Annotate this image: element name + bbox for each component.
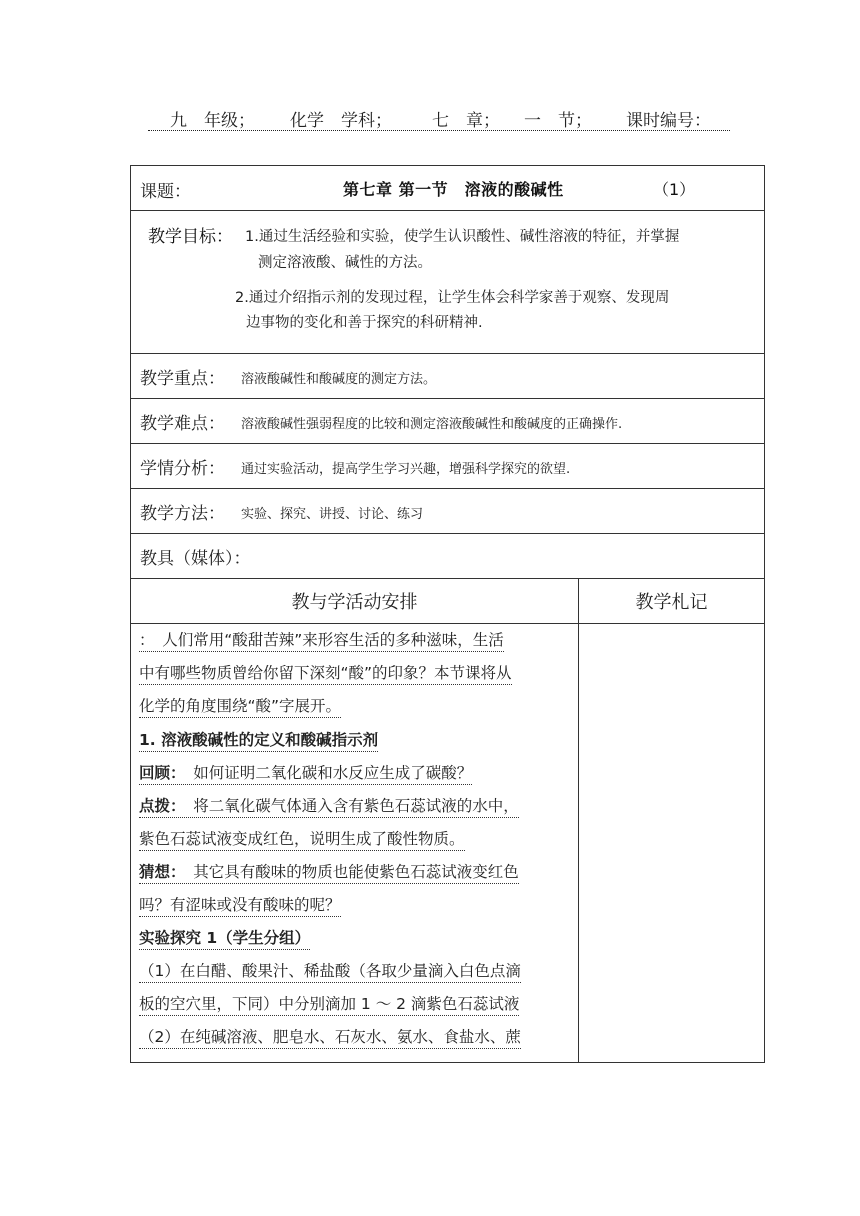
goal-line: 边事物的变化和善于探究的科研精神. — [246, 315, 483, 331]
review-text: 如何证明二氧化碳和水反应生成了碳酸？ — [177, 764, 473, 782]
notes-header: 教学札记 — [579, 579, 765, 624]
hint-text-continued: 紫色石蕊试液变成红色，说明生成了酸性物质。 — [139, 830, 465, 851]
header-subject: 化学 学科； — [290, 111, 392, 131]
intro-line: 化学的角度围绕“酸”字展开。 — [139, 697, 341, 718]
goals-row — [131, 211, 765, 354]
tools-label: 教具（媒体）： — [140, 549, 251, 569]
difficulty-label: 教学难点： — [140, 414, 225, 434]
analysis-value: 通过实验活动，提高学生学习兴趣，增强科学探究的欲望. — [241, 462, 571, 477]
focus-row — [131, 354, 765, 399]
hint-text: 将二氧化碳气体通入含有紫色石蕊试液的水中， — [177, 797, 519, 815]
title-row — [131, 166, 765, 211]
header-section: 一 节； — [524, 111, 592, 131]
notes-content — [579, 624, 765, 1063]
title-label: 课题： — [140, 182, 191, 202]
section-heading: 1. 溶液酸碱性的定义和酸碱指示剂 — [139, 731, 378, 752]
difficulty-row — [131, 399, 765, 444]
header-chapter: 七 章； — [432, 111, 500, 131]
method-value: 实验、探究、讲授、讨论、练习 — [241, 507, 424, 522]
activity-row — [131, 624, 765, 1063]
intro-line: ： 人们常用“酸甜苦辣”来形容生活的多种滋味，生活 — [139, 631, 504, 652]
experiment-line: （2）在纯碱溶液、肥皂水、石灰水、氨水、食盐水、蔗 — [139, 1028, 521, 1049]
difficulty-value: 溶液酸碱性强弱程度的比较和测定溶液酸碱性和酸碱度的正确操作. — [241, 417, 623, 432]
guess-label: 猜想： — [139, 863, 178, 881]
analysis-row — [131, 444, 765, 489]
method-label: 教学方法： — [140, 504, 225, 524]
review-label: 回顾： — [139, 764, 178, 782]
tools-row — [131, 534, 765, 579]
method-row — [131, 489, 765, 534]
experiment-line: 板的空穴里，下同）中分别滴加 1 ～ 2 滴紫色石蕊试液 — [139, 995, 519, 1016]
goal-line: 1.通过生活经验和实验，使学生认识酸性、碱性溶液的特征，并掌握 — [245, 229, 680, 245]
activity-header: 教与学活动安排 — [131, 579, 579, 624]
activity-content — [131, 624, 579, 1063]
focus-value: 溶液酸碱性和酸碱度的测定方法。 — [241, 372, 437, 387]
activity-header-row — [131, 579, 765, 624]
focus-label: 教学重点： — [140, 369, 225, 389]
header-grade: 九 年级； — [170, 111, 255, 131]
analysis-label: 学情分析： — [140, 459, 225, 479]
guess-text: 其它具有酸味的物质也能使紫色石蕊试液变红色 — [177, 863, 519, 881]
lesson-title: 第七章 第一节 溶液的酸碱性 — [343, 180, 564, 199]
experiment-line: （1）在白醋、酸果汁、稀盐酸（各取少量滴入白色点滴 — [139, 962, 521, 983]
goal-line: 测定溶液酸、碱性的方法。 — [258, 255, 432, 271]
goal-line: 2.通过介绍指示剂的发现过程，让学生体会科学家善于观察、发现周 — [235, 290, 670, 306]
guess-text-continued: 吗？有涩味或没有酸味的呢？ — [139, 896, 341, 917]
lesson-number: （1） — [653, 180, 696, 199]
intro-line: 中有哪些物质曾给你留下深刻“酸”的印象？本节课将从 — [139, 664, 512, 685]
header-lesson-code: 课时编号： — [626, 111, 711, 131]
lesson-header-line — [148, 104, 730, 131]
experiment-heading: 实验探究 1（学生分组） — [139, 929, 310, 950]
goals-label: 教学目标： — [148, 227, 233, 247]
lesson-plan-table — [130, 165, 765, 1063]
hint-label: 点拨： — [139, 797, 178, 815]
